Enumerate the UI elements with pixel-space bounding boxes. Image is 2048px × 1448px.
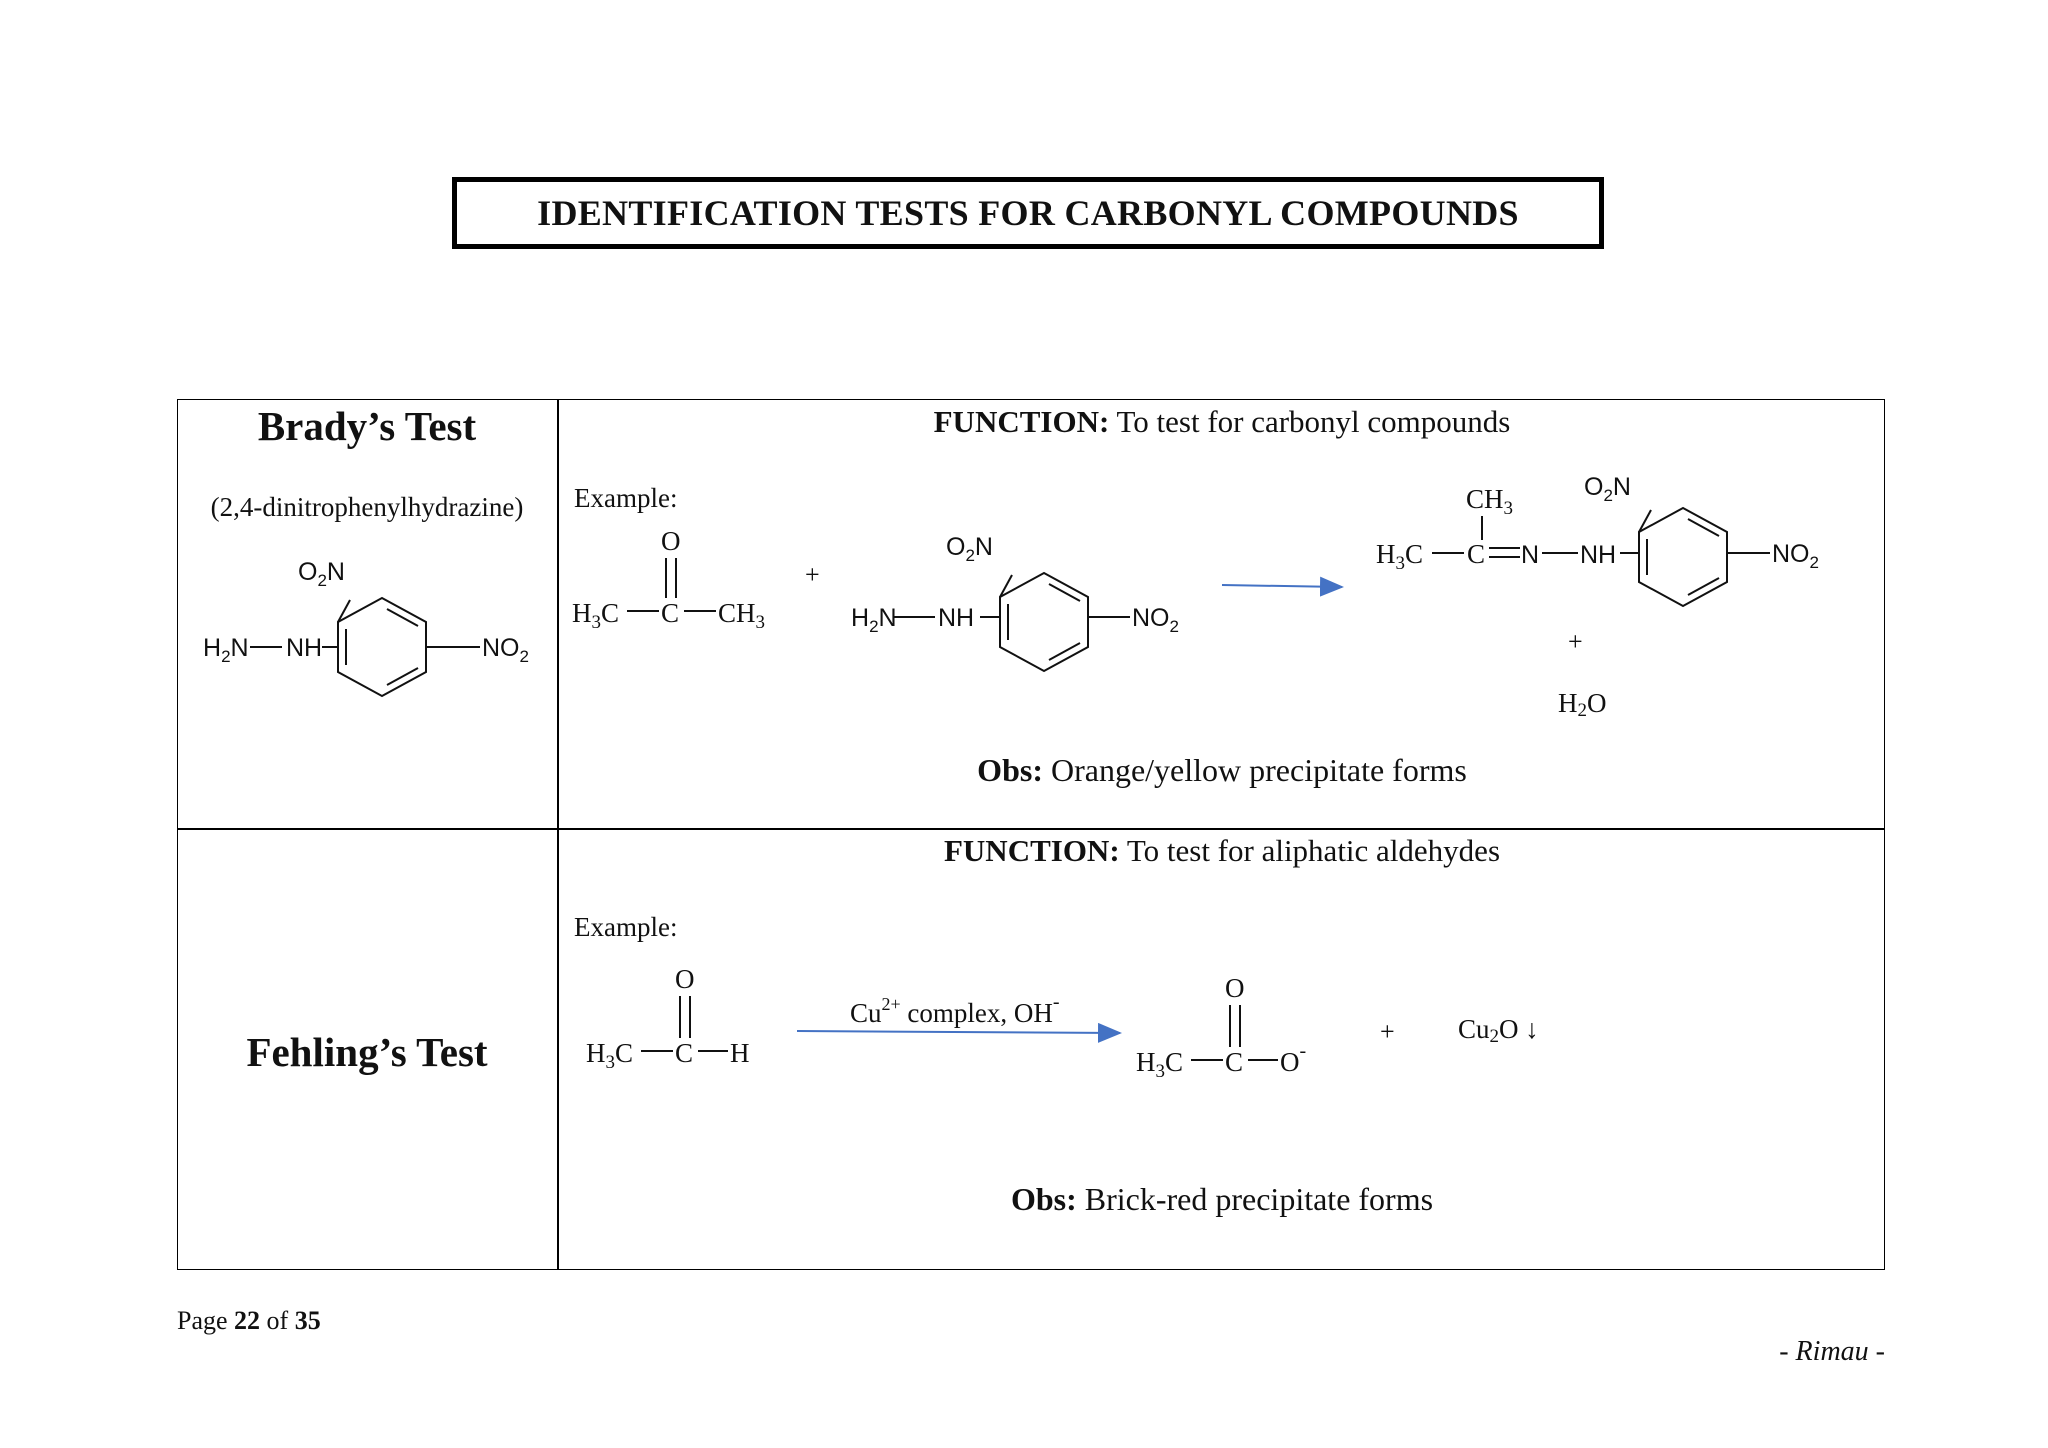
brady-function-text: To test for carbonyl compounds — [1116, 404, 1511, 439]
svg-text:H3C: $H_3C$ — [586, 1038, 634, 1073]
svg-text:H3C: $H_3C$ — [1136, 1047, 1184, 1082]
condition-text: complex, OH — [900, 998, 1053, 1028]
svg-text:O2N: $O_2N$ — [298, 558, 345, 590]
fehling-reaction-condition — [850, 991, 1060, 1028]
svg-text:O2N: $O_2N$ — [1584, 473, 1631, 505]
svg-text:+: + — [805, 560, 820, 589]
svg-text:NH: NH — [286, 634, 323, 662]
svg-text:O: O — [675, 964, 695, 994]
svg-text:H2N: $H_2N$ — [203, 634, 249, 666]
svg-text:C: C — [1225, 1047, 1244, 1077]
svg-text:+: + — [1380, 1017, 1395, 1046]
svg-text:O-: O- — [1280, 1040, 1307, 1077]
hydrazone-product-structure — [1376, 484, 1616, 574]
fehling-function-text: To test for aliphatic aldehydes — [1126, 833, 1501, 868]
svg-text:H3C: $H_3C$ — [1376, 539, 1424, 574]
svg-text:C: C — [675, 1038, 694, 1068]
fehling-observation-label: Obs: — [1010, 1181, 1077, 1217]
svg-text:C: C — [1467, 539, 1486, 569]
page-title: IDENTIFICATION TESTS FOR CARBONYL COMPOUNDS — [452, 177, 1604, 249]
ethanoate-structure — [1136, 973, 1539, 1082]
fehling-test-name: Fehling’s Test — [246, 1029, 488, 1075]
svg-text:NO2: $NO_2$ — [1772, 540, 1819, 572]
brady-reaction-arrow — [1222, 585, 1342, 587]
svg-text:O: O — [661, 526, 681, 556]
svg-text:CH3: $CH_3$ — [718, 598, 766, 633]
page-current: 22 — [234, 1306, 261, 1335]
svg-text:Cu2+ complex, OH-: $Cu^{2+}$ complex, OH- — [850, 991, 1060, 1028]
brady-test-name: Brady’s Test — [257, 403, 477, 449]
svg-text:NO2: $NO_2$ — [1132, 604, 1179, 636]
page-word: Page — [177, 1306, 228, 1335]
svg-text:NH: NH — [1580, 541, 1617, 569]
acetone-structure — [572, 526, 820, 633]
ethanal-structure — [586, 964, 750, 1073]
svg-text:Cu2O ↓: Cu2O ↓ — [1458, 1014, 1539, 1047]
svg-text:O2N: $O_2N$ — [946, 533, 993, 565]
svg-text:CH3: $CH_3$ — [1466, 484, 1514, 519]
brady-observation-label: Obs: — [977, 752, 1043, 788]
svg-text:NH: NH — [938, 604, 975, 632]
svg-text:H2O: H2O — [1558, 688, 1607, 721]
fehling-example-label: Example: — [574, 912, 678, 942]
fehling-observation-text: Brick-red precipitate forms — [1084, 1181, 1434, 1217]
svg-text:C: C — [661, 598, 680, 628]
svg-text:NO2: $NO_2$ — [482, 634, 529, 666]
fehling-reaction-arrow — [797, 1031, 1120, 1033]
author-signature: - Rimau - — [1779, 1336, 1885, 1367]
svg-text:O: O — [1225, 973, 1245, 1003]
brady-reagent-name: (2,4-dinitrophenylhydrazine) — [210, 492, 524, 522]
dnph-reactant-structure — [894, 573, 1130, 671]
svg-text:H2N: $H_2N$ — [851, 604, 897, 636]
brady-example-label: Example: — [574, 483, 678, 513]
svg-text:+: + — [1568, 627, 1583, 656]
page-of: of — [266, 1306, 289, 1335]
page-total: 35 — [294, 1306, 321, 1335]
svg-text:H: H — [730, 1038, 750, 1068]
svg-text:N: N — [1521, 541, 1540, 569]
dnph-structure — [250, 598, 480, 696]
brady-observation-text: Orange/yellow precipitate forms — [1050, 752, 1467, 788]
brady-function-label: FUNCTION: — [933, 404, 1110, 439]
svg-text:H3C: $H_3C$ — [572, 598, 620, 633]
page-number — [177, 1306, 321, 1336]
fehling-function-label: FUNCTION: — [943, 833, 1120, 868]
